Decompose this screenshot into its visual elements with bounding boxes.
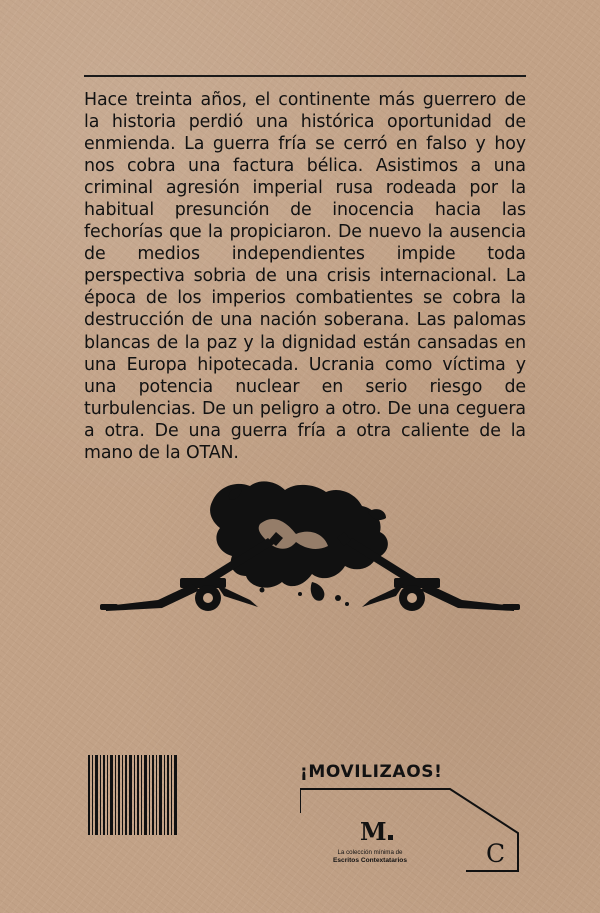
back-cover-blurb: Hace treinta años, el continente más guerrero de la historia perdió una histórica oportunidad de enmienda. La guerra fría se cerró en falso y hoy nos cobra una factura bélica. Asistimos a una criminal agresión imperial rusa rodeada por la habitual presunción de inocencia hacia las fechorías que la propiciaron. De nuevo la ausencia de medios independientes impide toda perspectiva sobria de una crisis internacional. La época de los imperios combatientes se cobra la destrucción de una nación soberana. Las palomas blancas de la paz y la dignidad están cansadas en una Europa hipotecada. Ucrania como víctima y una potencia nuclear en serio riesgo de turbulencias. De un peligro a otro. De una ceguera a otra. De una guerra fría a otra caliente de la mano de la OTAN. (84, 90, 526, 463)
collection-line-1: La colección mínima de (337, 849, 403, 856)
movilizaos-label: ¡MOVILIZAOS! (300, 762, 443, 782)
collection-badge (300, 753, 520, 873)
publisher-dot-icon (388, 835, 393, 840)
publisher-m-logo (360, 817, 393, 846)
corner-c-logo: C (486, 839, 506, 868)
top-rule (84, 75, 526, 77)
collection-name (300, 849, 440, 864)
publisher-m-letter: M (360, 817, 387, 846)
collection-line-2: Escritos Contextatarios (332, 856, 408, 864)
barcode-icon (88, 755, 178, 835)
ukraine-map-with-artillery-cannons-icon (100, 472, 520, 622)
